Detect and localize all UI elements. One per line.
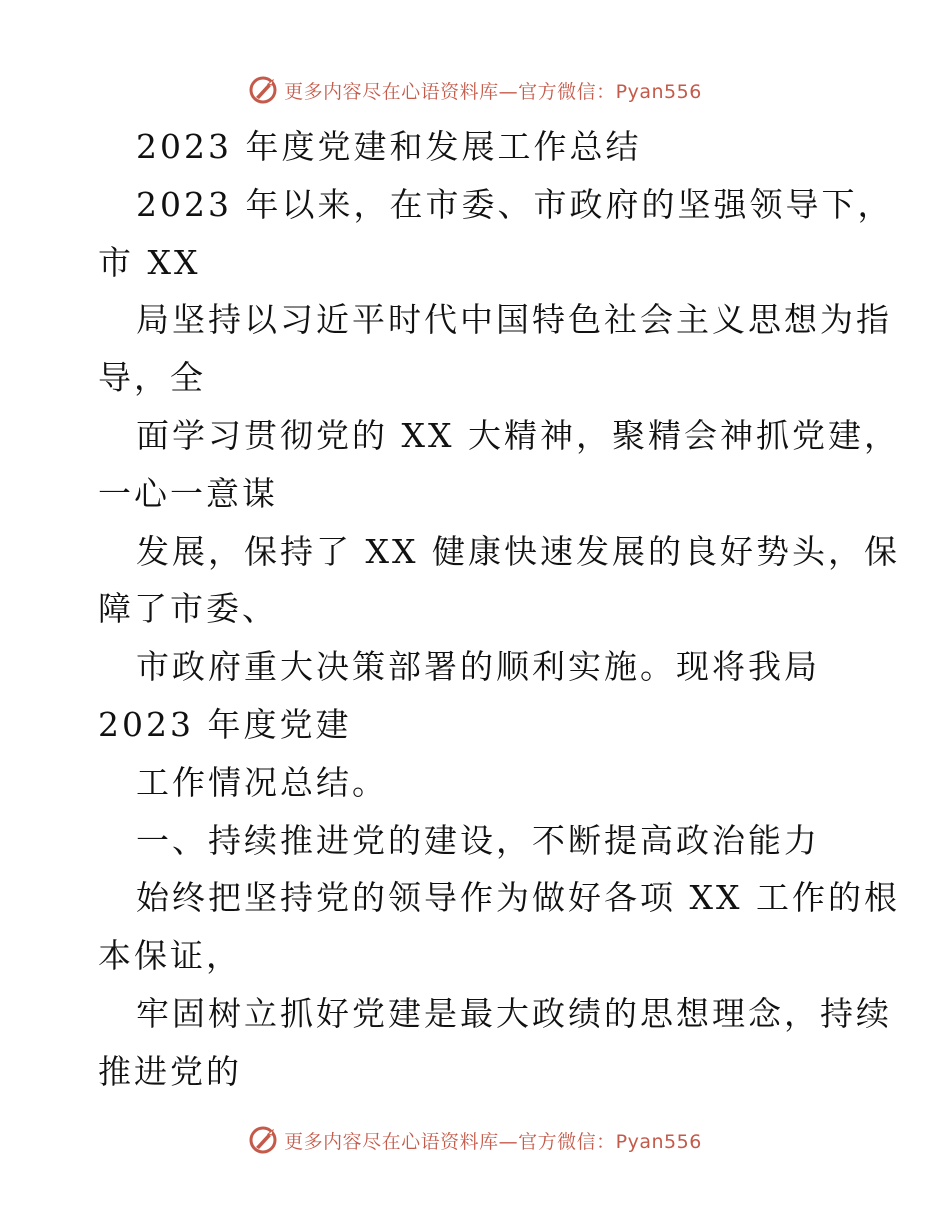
document-line: 市政府重大决策部署的顺利实施。现将我局 [136, 647, 820, 687]
document-line: 牢固树立抓好党建是最大政绩的思想理念，持续 [136, 993, 892, 1033]
document-line: 工作情况总结。 [136, 762, 388, 802]
header-text: 更多内容尽在心语资料库—官方微信：Pyan556 [284, 80, 702, 103]
document-line: 始终把坚持党的领导作为做好各项 XX 工作的根 [136, 878, 900, 918]
document-line: 障了市委、 [98, 589, 278, 629]
document-line: 本保证， [98, 936, 242, 976]
document-line: 导，全 [98, 358, 206, 398]
document-line: 发展，保持了 XX 健康快速发展的良好势头，保 [136, 531, 900, 571]
feather-pen-logo-icon [248, 1125, 278, 1155]
document-body [98, 118, 900, 1101]
header-banner [0, 70, 950, 110]
document-line: 一心一意谋 [98, 473, 278, 513]
document-line: 2023 年以来，在市委、市政府的坚强领导下， [136, 184, 894, 224]
document-line: 局坚持以习近平时代中国特色社会主义思想为指 [136, 300, 892, 340]
document-line: 一、持续推进党的建设，不断提高政治能力 [136, 820, 820, 860]
document-line: 面学习贯彻党的 XX 大精神，聚精会神抓党建， [136, 415, 900, 455]
footer-text: 更多内容尽在心语资料库—官方微信：Pyan556 [284, 1130, 702, 1153]
feather-pen-logo-icon [248, 75, 278, 105]
footer-banner [0, 1120, 950, 1160]
document-line: 2023 年度党建和发展工作总结 [136, 127, 642, 166]
document-line: 市 XX [98, 242, 201, 282]
document-line: 推进党的 [98, 1051, 242, 1091]
document-line: 2023 年度党建 [98, 704, 352, 744]
